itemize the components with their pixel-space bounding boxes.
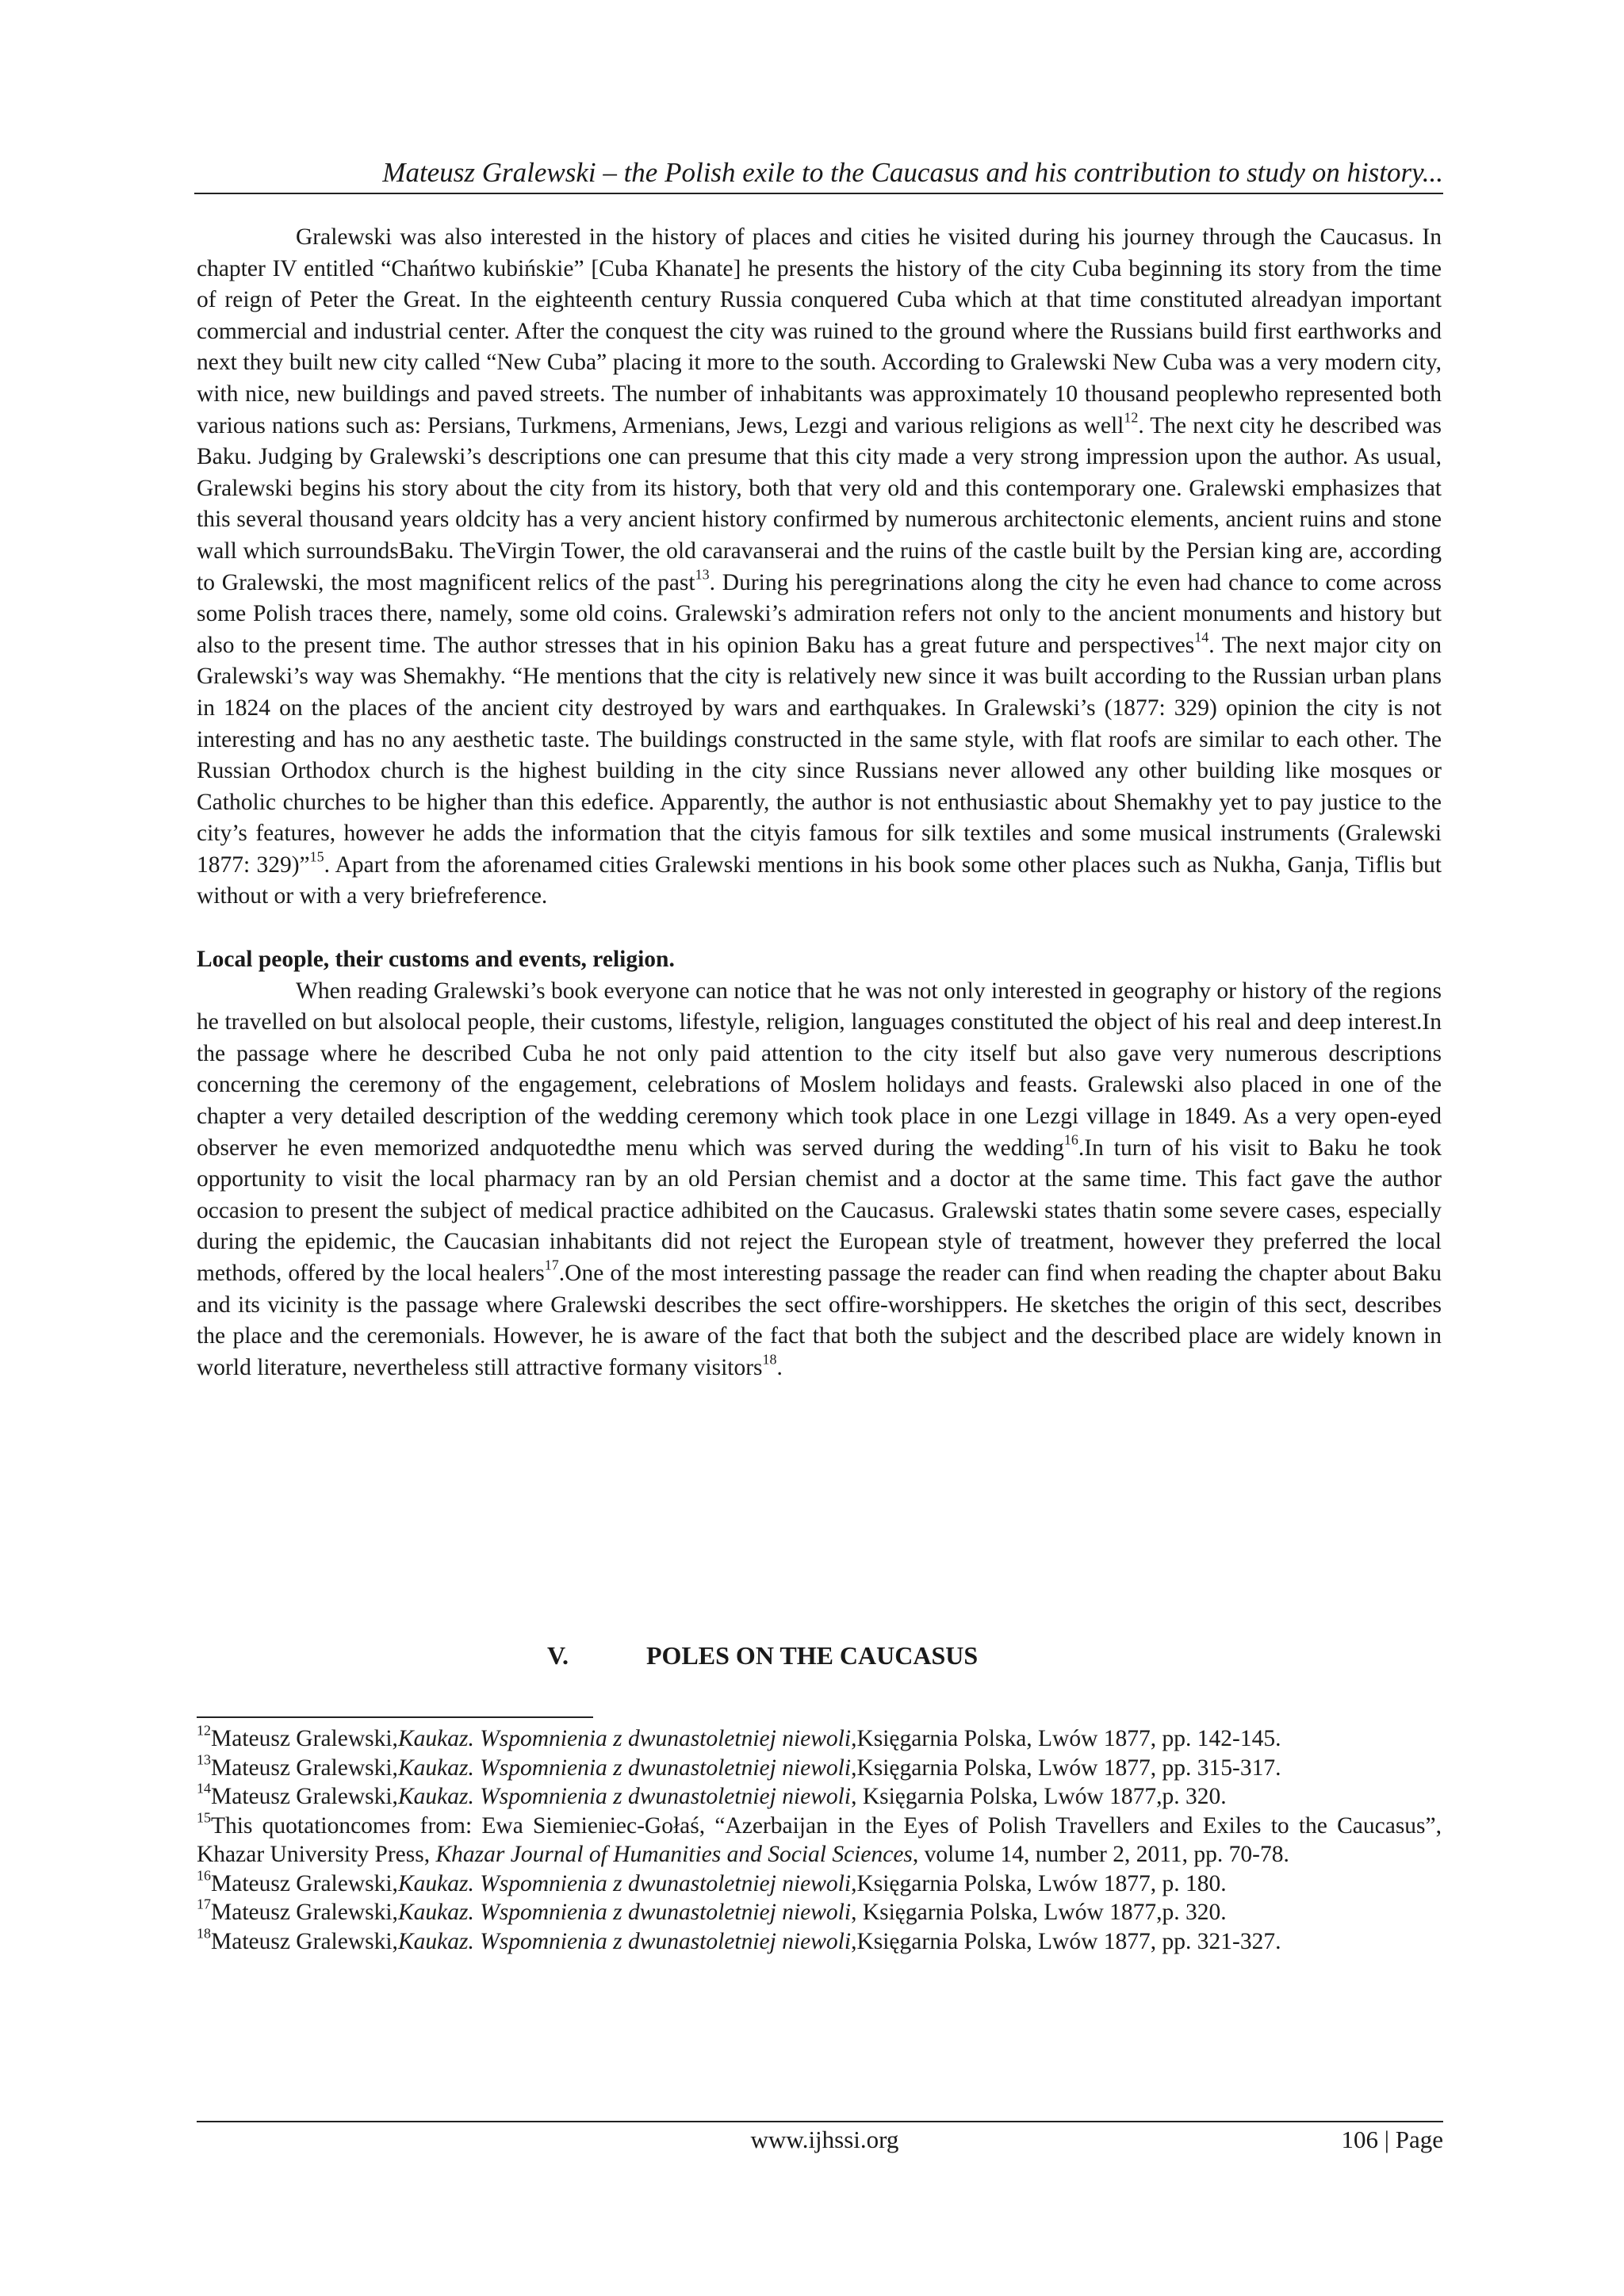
running-head: Mateusz Gralewski – the Polish exile to the Caucasus and his contribution to study on history... <box>382 157 1443 188</box>
text-run: ,Księgarnia Polska, Lwów 1877, pp. 142-145. <box>851 1726 1281 1751</box>
footnote-ref: 15 <box>309 848 324 865</box>
text-run: . The next major city on Gralewski’s way was Shemakhy. “He mentions that the city is relatively new since it was built according to the Russian urban plans in 1824 on the places of the ancient city destroyed by wars and earthquakes. In Gralewski’s (1877: 329) opinion the city is not interesting and has no any aesthetic taste. The buildings constructed in the same style, with flat roofs are similar to each other. The Russian Orthodox church is the highest building in the city since Russians never allowed any other building like mosques or Catholic churches to be higher than this edefice. Apparently, the author is not enthusiastic about Shemakhy yet to pay justice to the city’s features, however he adds the information that the cityis famous for silk textiles and some musical instruments (Gralewski 1877: 329)” <box>197 632 1442 878</box>
footnote-ref: 13 <box>197 1751 211 1767</box>
text-run: Mateusz Gralewski, <box>211 1784 398 1809</box>
footer-url[interactable]: www.ijhssi.org <box>750 2126 899 2153</box>
footnote-ref: 12 <box>1124 409 1139 426</box>
footnote-ref: 17 <box>197 1896 211 1912</box>
italic-title: Kaukaz. Wspomnienia z dwunastoletniej niewoli <box>397 1784 852 1809</box>
footnote-ref: 18 <box>197 1925 211 1941</box>
footnote <box>197 1927 1442 1957</box>
text-run: . Apart from the aforenamed cities Gralewski mentions in his book some other places such as Nukha, Ganja, Tiflis but without or with a very briefreference. <box>197 851 1442 909</box>
footnote <box>197 1724 1442 1754</box>
text-run: Gralewski was also interested in the history of places and cities he visited during his journey through the Caucasus. In chapter IV entitled “Chańtwo kubińskie” [Cuba Khanate] he presents the history of the city Cuba beginning its story from the time of reign of Peter the Great. In the eighteenth century Russia conquered Cuba which at that time constituted alreadyan important commercial and industrial center. After the conquest the city was ruined to the ground where the Russians build first earthworks and next they built new city called “New Cuba” placing it more to the south. According to Gralewski New Cuba was a very modern city, with nice, new buildings and paved streets. The number of inhabitants was approximately 10 thousand peoplewho represented both various nations such as: Persians, Turkmens, Armenians, Jews, Lezgi and various religions as well <box>197 224 1442 438</box>
text-run: , Księgarnia Polska, Lwów 1877,p. 320. <box>851 1784 1227 1809</box>
italic-title: Khazar Journal of Humanities and Social Sciences <box>435 1842 913 1867</box>
section-number: V. <box>547 1641 569 1670</box>
text-run: ,Księgarnia Polska, Lwów 1877, pp. 321-327. <box>851 1928 1281 1954</box>
text-run: . <box>776 1354 783 1380</box>
text-run: , volume 14, number 2, 2011, pp. 70-78. <box>912 1842 1289 1867</box>
italic-title: Kaukaz. Wspomnienia z dwunastoletniej niewoli <box>397 1726 852 1751</box>
text-run: .In turn of his visit to Baku he took opportunity to visit the local pharmacy ran by an old Persian chemist and a doctor at the same time. This fact gave the author occasion to present the subject of medical practice adhibited on the Caucasus. Gralewski states thatin some severe cases, especially during the epidemic, the Caucasian inhabitants did not reject the European style of treatment, however they preferred the local methods, offered by the local healers <box>197 1135 1442 1286</box>
text-run: Mateusz Gralewski, <box>211 1755 398 1781</box>
italic-title: Kaukaz. Wspomnienia z dwunastoletniej niewoli <box>397 1900 852 1925</box>
text-run: This quotationcomes from: Ewa Siemieniec-Gołaś, “Azerbaijan in the Eyes of Polish Travellers and Exiles to the Caucasus”, Khazar University Press, <box>197 1812 1442 1867</box>
text-run: Mateusz Gralewski, <box>211 1928 398 1954</box>
section-heading <box>547 1640 978 1671</box>
italic-title: Kaukaz. Wspomnienia z dwunastoletniej niewoli <box>397 1928 852 1954</box>
text-run: When reading Gralewski’s book everyone can notice that he was not only interested in geography or history of the regions he travelled on but alsolocal people, their customs, lifestyle, religion, languages constituted the object of his real and deep interest.In the passage where he described Cuba he not only paid attention to the city itself but also gave very numerous descriptions concerning the ceremony of the engagement, celebrations of Moslem holidays and feasts. Gralewski also placed in one of the chapter a very detailed description of the wedding ceremony which took place in one Lezgi village in 1849. As a very open-eyed observer he even memorized andquotedthe menu which was served during the wedding <box>197 978 1442 1161</box>
paragraph-cities <box>197 222 1442 913</box>
footnote-ref: 15 <box>197 1809 211 1825</box>
section-title: POLES ON THE CAUCASUS <box>646 1641 979 1670</box>
footnote-ref: 17 <box>544 1257 559 1273</box>
footnote <box>197 1782 1442 1812</box>
header-rule <box>194 193 1443 194</box>
footnote <box>197 1751 1442 1783</box>
text-run: Mateusz Gralewski, <box>211 1900 398 1925</box>
footnote-ref: 16 <box>1063 1131 1078 1148</box>
text-run: Mateusz Gralewski, <box>211 1870 398 1896</box>
footnote <box>197 1898 1442 1927</box>
footnote-ref: 14 <box>197 1780 211 1797</box>
footnote-ref: 13 <box>695 566 710 583</box>
text-run: ,Księgarnia Polska, Lwów 1877, p. 180. <box>851 1870 1227 1896</box>
text-run: ,Księgarnia Polska, Lwów 1877, pp. 315-317. <box>851 1755 1281 1781</box>
footnote-ref: 12 <box>197 1722 211 1739</box>
text-run: . The next city he described was Baku. Judging by Gralewski’s descriptions one can presume that this city made a very strong impression upon the author. As usual, Gralewski begins his story about the city from its history, both that very old and this contemporary one. Gralewski emphasizes that this several thousand years oldcity has a very ancient history confirmed by numerous architectonic elements, ancient ruins and stone wall which surroundsBaku. TheVirgin Tower, the old caravanserai and the ruins of the castle built by the Persian king are, according to Gralewski, the most magnificent relics of the past <box>197 412 1442 595</box>
text-run: . During his peregrinations along the city he even had chance to come across some Polish traces there, namely, some old coins. Gralewski’s admiration refers not only to the ancient monuments and history but also to the present time. The author stresses that in his opinion Baku has a great future and perspectives <box>197 569 1442 658</box>
paragraph-local-people <box>197 976 1442 1384</box>
footnote <box>197 1809 1442 1869</box>
footnote-ref: 14 <box>1194 629 1209 645</box>
footnotes <box>197 1724 1442 1956</box>
footnote-ref: 16 <box>197 1867 211 1883</box>
footnote-separator <box>197 1716 593 1718</box>
italic-title: Kaukaz. Wspomnienia z dwunastoletniej niewoli <box>397 1755 852 1781</box>
text-run: , Księgarnia Polska, Lwów 1877,p. 320. <box>851 1900 1227 1925</box>
italic-title: Kaukaz. Wspomnienia z dwunastoletniej niewoli <box>397 1870 852 1896</box>
footnote <box>197 1869 1442 1899</box>
footnote-ref: 18 <box>762 1351 777 1368</box>
body-text <box>197 222 1442 1383</box>
text-run: Mateusz Gralewski, <box>211 1726 398 1751</box>
subheading-local-people: Local people, their customs and events, religion. <box>197 947 675 973</box>
footer-rule <box>197 2121 1443 2122</box>
page-number: 106 | Page <box>1341 2126 1443 2153</box>
text-run: .One of the most interesting passage the reader can find when reading the chapter about Baku and its vicinity is the passage where Gralewski describes the sect offire-worshippers. He sketches the origin of this sect, describes the place and the ceremonials. However, he is aware of the fact that both the subject and the described place are widely known in world literature, nevertheless still attractive formany visitors <box>197 1261 1442 1380</box>
